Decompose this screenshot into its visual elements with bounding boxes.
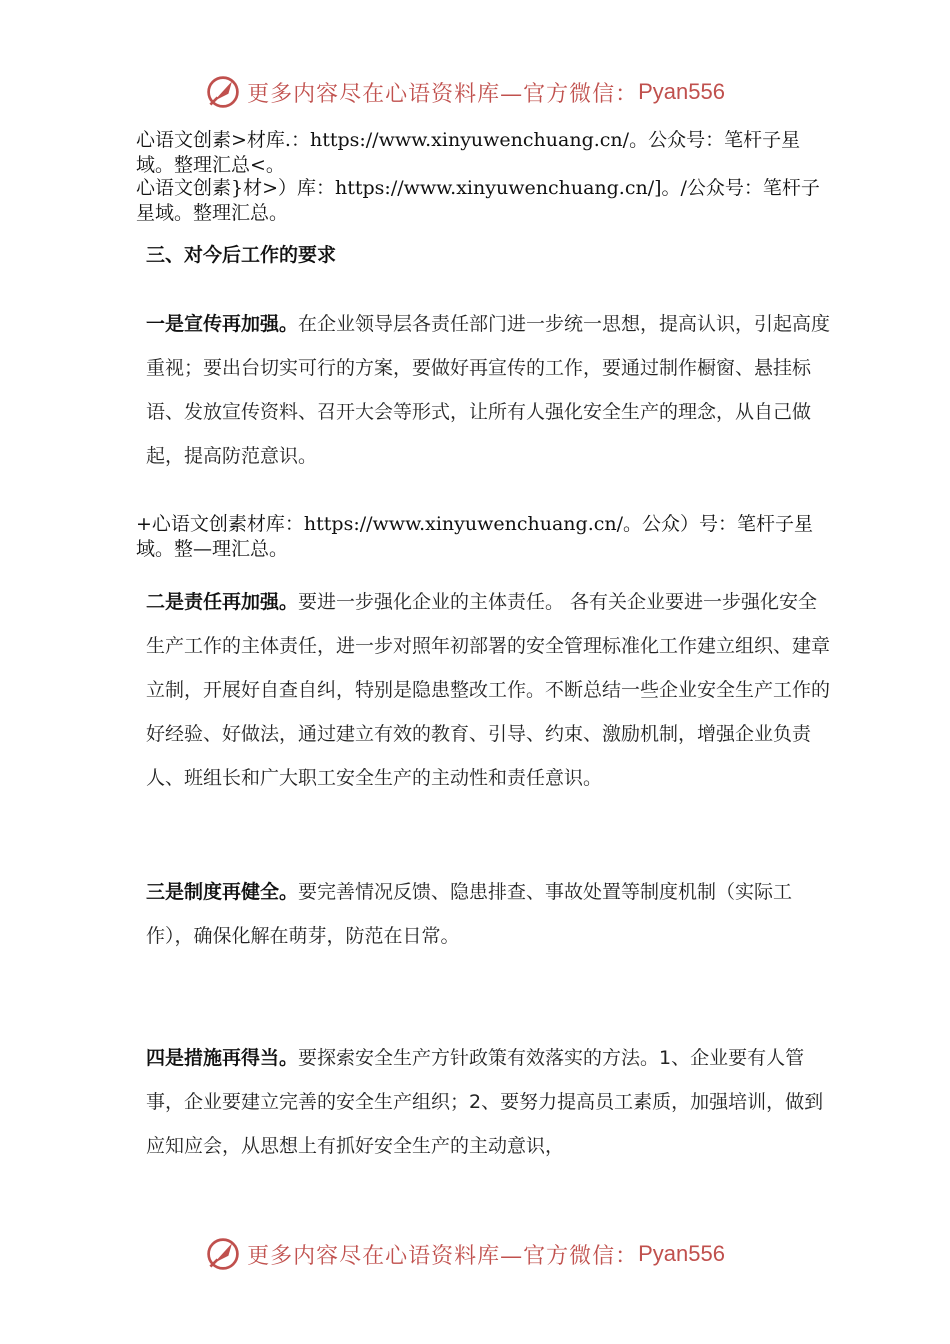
- watermark-text: +心语文创素材库：https://www.xinyuwenchuang.cn/。公众）号：笔杆子星域。整—理汇总。: [136, 513, 814, 560]
- paragraph-lead: 三是制度再健全。: [146, 881, 299, 903]
- banner-text: 更多内容尽在心语资料库—官方微信：: [247, 1243, 639, 1269]
- paragraph-body: 要完善情况反馈、隐患排查、事故处置等制度机制（实际工作），确保化解在萌芽，防范在日常。: [146, 881, 793, 947]
- paragraph-lead: 二是责任再加强。: [146, 591, 299, 613]
- banner-wechat-id: Pyan556: [638, 1241, 725, 1266]
- footer-banner: [0, 1232, 950, 1276]
- paragraph-body: 要探索安全生产方针政策有效落实的方法。1、企业要有人管事，企业要建立完善的安全生产组织；2、要努力提高员工素质，加强培训，做到应知应会，从思想上有抓好安全生产的主动意识，: [146, 1047, 824, 1157]
- header-banner: [0, 70, 950, 114]
- quill-logo-icon: [205, 74, 241, 110]
- banner-wechat-id: Pyan556: [638, 79, 725, 104]
- watermark-text: 心语文创素}材>）库：https://www.xinyuwenchuang.cn/]。/公众号：笔杆子星域。整理汇总。: [136, 177, 820, 224]
- paragraph: [146, 870, 836, 958]
- paragraph-body: 在企业领导层各责任部门进一步统一思想，提高认识，引起高度重视；要出台切实可行的方案，要做好再宣传的工作，要通过制作橱窗、悬挂标语、发放宣传资料、召开大会等形式，让所有人强化安全生产的理念，从自己做起，提高防范意识。: [146, 313, 831, 467]
- paragraph: [146, 1036, 836, 1168]
- paragraph-lead: 一是宣传再加强。: [146, 313, 299, 335]
- watermark-text: 心语文创素>材库.：https://www.xinyuwenchuang.cn/。公众号：笔杆子星域。整理汇总<。: [136, 129, 801, 176]
- paragraph: [146, 580, 836, 800]
- paragraph: [146, 302, 836, 478]
- paragraph-body: 要进一步强化企业的主体责任。 各有关企业要进一步强化安全生产工作的主体责任，进一步对照年初部署的安全管理标准化工作建立组织、建章立制，开展好自查自纠，特别是隐患整改工作。不断总结一些企业安全生产工作的好经验、好做法，通过建立有效的教育、引导、约束、激励机制，增强企业负责人、班组长和广大职工安全生产的主动性和责任意识。: [146, 591, 831, 789]
- section-heading: 三、对今后工作的要求: [146, 244, 337, 266]
- quill-logo-icon: [205, 1236, 241, 1272]
- paragraph-lead: 四是措施再得当。: [146, 1047, 299, 1069]
- banner-text: 更多内容尽在心语资料库—官方微信：: [247, 81, 639, 107]
